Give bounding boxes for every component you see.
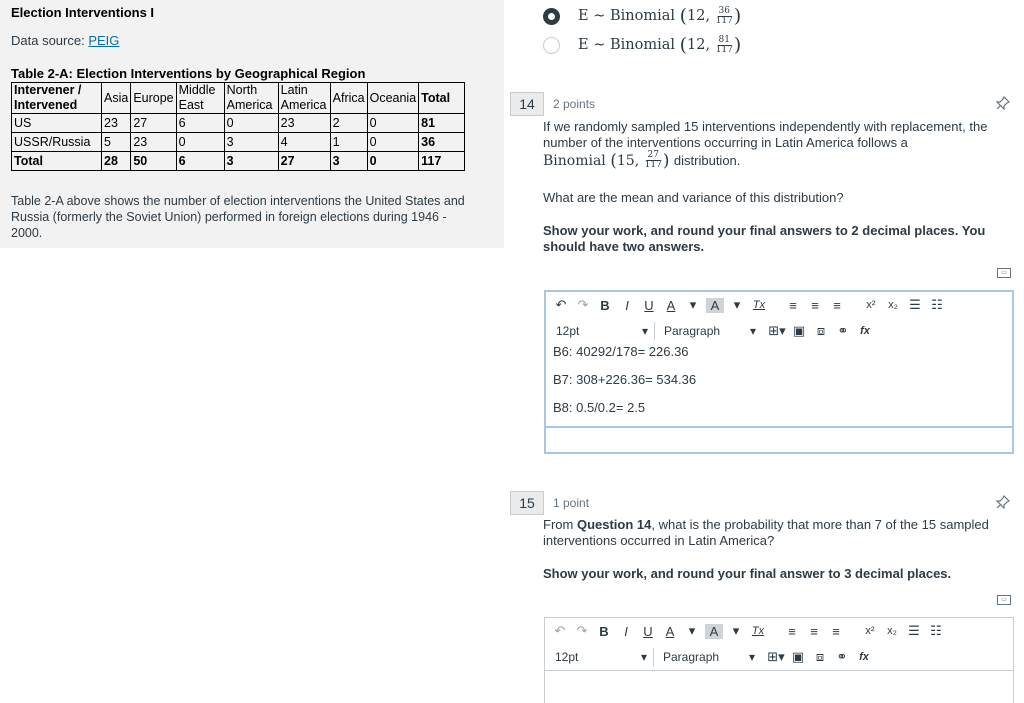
option-prefix: E ∼ Binomial bbox=[578, 37, 675, 53]
font-size-select[interactable] bbox=[555, 650, 647, 664]
option-math: E ∼ Binomial ( 12 , $\frac{81}{117}$ ) bbox=[578, 34, 742, 56]
cell: 23 bbox=[131, 133, 176, 152]
equation-button[interactable]: fx bbox=[859, 651, 869, 663]
radio-unselected[interactable] bbox=[543, 37, 560, 54]
answer-line: B6: 40292/178= 226.36 bbox=[553, 344, 689, 359]
align-right-icon[interactable]: ≡ bbox=[833, 297, 841, 313]
pin-icon[interactable] bbox=[996, 495, 1010, 512]
clear-format-button[interactable]: Tx bbox=[752, 299, 766, 311]
align-center-icon[interactable]: ≡ bbox=[810, 623, 818, 639]
table-row-total bbox=[12, 152, 465, 171]
radio-selected[interactable] bbox=[543, 8, 560, 25]
question-14-instructions: Show your work, and round your final answers to 2 decimal places. You should have two answers. bbox=[543, 223, 986, 254]
underline-button[interactable]: U bbox=[643, 623, 653, 639]
block-format-value: Paragraph bbox=[663, 650, 720, 664]
cell: 27 bbox=[278, 152, 330, 171]
option-n: 12 bbox=[687, 8, 706, 24]
dist-prefix: Binomial bbox=[543, 152, 606, 169]
dist-fraction bbox=[645, 151, 662, 170]
italic-button[interactable]: I bbox=[625, 297, 629, 313]
image-icon[interactable]: ▣ bbox=[792, 323, 806, 338]
cell: 5 bbox=[102, 133, 131, 152]
highlight-button[interactable]: A bbox=[706, 298, 724, 313]
html-editor-icon[interactable]: ▭ bbox=[997, 595, 1011, 605]
question-14-text bbox=[543, 119, 1013, 170]
option-n: 12 bbox=[687, 37, 706, 53]
superscript-button[interactable]: x² bbox=[866, 299, 876, 311]
header-africa: Africa bbox=[330, 83, 367, 114]
cell: 3 bbox=[330, 152, 367, 171]
cell: 23 bbox=[278, 114, 330, 133]
link-icon[interactable]: ⚭ bbox=[836, 649, 848, 664]
q15-text-c: , what is the probability that more than 7 of the 15 sampled interventions occurred in Latin America? bbox=[543, 517, 989, 548]
editor-content[interactable] bbox=[546, 344, 1012, 428]
undo-icon[interactable]: ↶ bbox=[555, 297, 567, 312]
font-color-button[interactable]: A bbox=[666, 297, 676, 313]
align-right-icon[interactable]: ≡ bbox=[832, 623, 840, 639]
row-label: US bbox=[12, 114, 102, 133]
cell: 27 bbox=[131, 114, 176, 133]
subscript-button[interactable]: x₂ bbox=[887, 625, 897, 637]
pin-icon[interactable] bbox=[996, 96, 1010, 113]
table-icon[interactable]: ⊞▾ bbox=[768, 323, 786, 338]
question-15-text bbox=[543, 517, 1013, 549]
numbered-list-icon[interactable]: ☷ bbox=[930, 623, 942, 638]
chevron-down-icon: ▾ bbox=[749, 324, 756, 338]
fraction-denominator: 117 bbox=[644, 160, 662, 170]
cell: 1 bbox=[330, 133, 367, 152]
question-number-15: 15 bbox=[510, 491, 544, 515]
align-center-icon[interactable]: ≡ bbox=[811, 297, 819, 313]
editor-toolbar-row-2 bbox=[546, 318, 1012, 344]
cell: 4 bbox=[278, 133, 330, 152]
option-math: E ∼ Binomial ( 12 , $\frac{36}{117}$ ) bbox=[578, 5, 742, 27]
cell-total: 36 bbox=[419, 133, 465, 152]
subscript-button[interactable]: x₂ bbox=[888, 299, 898, 311]
q15-text-bold: Question 14 bbox=[576, 517, 652, 532]
equation-button[interactable]: fx bbox=[860, 325, 870, 337]
bold-button[interactable]: B bbox=[599, 623, 609, 639]
header-middle-east: Middle East bbox=[176, 83, 224, 114]
editor-toolbar-row-2 bbox=[545, 644, 1013, 670]
cell: 50 bbox=[131, 152, 176, 171]
bullet-list-icon[interactable]: ☰ bbox=[909, 297, 921, 312]
answer-editor-15[interactable] bbox=[544, 617, 1014, 703]
html-editor-icon[interactable]: ▭ bbox=[997, 268, 1011, 278]
chevron-down-icon: ▾ bbox=[641, 324, 648, 338]
data-source bbox=[11, 33, 493, 48]
block-format-select[interactable] bbox=[663, 650, 755, 664]
row-label: Total bbox=[12, 152, 102, 171]
header-north-america: North America bbox=[224, 83, 278, 114]
answer-line: B8: 0.5/0.2= 2.5 bbox=[553, 400, 646, 415]
cell-total: 81 bbox=[419, 114, 465, 133]
chevron-down-icon: ▾ bbox=[640, 650, 647, 664]
cell: 0 bbox=[176, 133, 224, 152]
fraction-denominator: 117 bbox=[715, 44, 733, 55]
header-oceania: Oceania bbox=[367, 83, 419, 114]
font-size-value: 12pt bbox=[555, 650, 579, 664]
redo-icon[interactable]: ↷ bbox=[577, 297, 589, 312]
superscript-button[interactable]: x² bbox=[865, 625, 875, 637]
chevron-down-icon: ▾ bbox=[748, 650, 755, 664]
align-left-icon[interactable]: ≡ bbox=[789, 297, 797, 313]
chevron-down-icon[interactable]: ▾ bbox=[688, 623, 696, 638]
q15-text-a: From bbox=[543, 517, 577, 532]
align-left-icon[interactable]: ≡ bbox=[788, 623, 796, 639]
highlight-button[interactable]: A bbox=[705, 624, 723, 639]
font-size-select[interactable] bbox=[556, 324, 648, 338]
header-europe: Europe bbox=[131, 83, 176, 114]
cell: 0 bbox=[224, 114, 278, 133]
link-icon[interactable]: ⚭ bbox=[837, 323, 849, 338]
passage-panel bbox=[0, 0, 504, 248]
undo-icon[interactable]: ↶ bbox=[554, 623, 566, 638]
chevron-down-icon[interactable]: ▾ bbox=[733, 297, 741, 312]
table-row bbox=[12, 114, 465, 133]
cell: 3 bbox=[224, 133, 278, 152]
cell: 0 bbox=[367, 152, 419, 171]
cell: 28 bbox=[102, 152, 131, 171]
question-14-prompt: What are the mean and variance of this distribution? bbox=[543, 190, 844, 205]
answer-editor-14[interactable] bbox=[544, 290, 1014, 454]
passage-title: Election Interventions I bbox=[11, 5, 155, 20]
fraction-denominator: 117 bbox=[715, 15, 733, 26]
cell: 6 bbox=[176, 152, 224, 171]
fraction-numerator: 36 bbox=[718, 5, 730, 16]
passage-description: Table 2-A above shows the number of election interventions the United States and Russia (formerly the Soviet Union) performed in foreign elections during 1946 - 2000. bbox=[11, 194, 465, 240]
editor-content[interactable] bbox=[545, 670, 1013, 703]
answer-option-1[interactable] bbox=[543, 5, 741, 27]
data-source-label: Data source: bbox=[11, 33, 89, 48]
cell: 0 bbox=[367, 133, 419, 152]
clear-format-button[interactable]: Tx bbox=[751, 625, 765, 637]
cell: 6 bbox=[176, 114, 224, 133]
block-format-value: Paragraph bbox=[664, 324, 721, 338]
question-points: 1 point bbox=[553, 496, 590, 510]
data-source-link[interactable]: PEIG bbox=[88, 33, 120, 48]
cell: 2 bbox=[330, 114, 367, 133]
option-prefix: E ∼ Binomial bbox=[578, 8, 675, 24]
chevron-down-icon[interactable]: ▾ bbox=[732, 623, 740, 638]
block-format-select[interactable] bbox=[664, 324, 756, 338]
question-14-stem: If we randomly sampled 15 interventions independently with replacement, the number of the interventions occurring in Latin America follows a bbox=[543, 119, 988, 150]
font-color-button[interactable]: A bbox=[665, 623, 675, 639]
bold-button[interactable]: B bbox=[600, 297, 610, 313]
header-asia: Asia bbox=[102, 83, 131, 114]
region-table bbox=[11, 82, 465, 171]
redo-icon[interactable]: ↷ bbox=[576, 623, 588, 638]
cell: 3 bbox=[224, 152, 278, 171]
option-fraction bbox=[716, 7, 733, 26]
row-label: USSR/Russia bbox=[12, 133, 102, 152]
question-points: 2 points bbox=[553, 97, 596, 111]
option-fraction bbox=[716, 36, 733, 55]
media-icon[interactable]: ⧈ bbox=[816, 323, 826, 338]
font-size-value: 12pt bbox=[556, 324, 580, 338]
chevron-down-icon[interactable]: ▾ bbox=[689, 297, 697, 312]
numbered-list-icon[interactable]: ☷ bbox=[931, 297, 943, 312]
editor-toolbar-row-1 bbox=[545, 618, 1013, 644]
cell: 23 bbox=[102, 114, 131, 133]
header-total: Total bbox=[419, 83, 465, 114]
table-row bbox=[12, 133, 465, 152]
header-intervener: Intervener / Intervened bbox=[12, 83, 102, 114]
table-header-row bbox=[12, 83, 465, 114]
question-15-instructions: Show your work, and round your final answer to 3 decimal places. bbox=[543, 566, 952, 581]
underline-button[interactable]: U bbox=[644, 297, 654, 313]
answer-option-2[interactable] bbox=[543, 34, 741, 56]
dist-suffix: distribution. bbox=[673, 152, 741, 168]
cell-total: 117 bbox=[419, 152, 465, 171]
question-number-14: 14 bbox=[510, 92, 544, 116]
answer-line: B7: 308+226.36= 534.36 bbox=[553, 372, 697, 387]
fraction-numerator: 81 bbox=[718, 34, 730, 45]
cell: 0 bbox=[367, 114, 419, 133]
distribution-math: Binomial ( 15 , $\frac{27}{117}$ ) distribution. bbox=[543, 150, 741, 171]
header-latin-america: Latin America bbox=[278, 83, 330, 114]
dist-n: 15 bbox=[616, 152, 635, 169]
table-icon[interactable]: ⊞▾ bbox=[767, 649, 785, 664]
image-icon[interactable]: ▣ bbox=[791, 649, 805, 664]
bullet-list-icon[interactable]: ☰ bbox=[908, 623, 920, 638]
italic-button[interactable]: I bbox=[624, 623, 628, 639]
fraction-numerator: 27 bbox=[647, 150, 659, 160]
media-icon[interactable]: ⧈ bbox=[815, 649, 825, 664]
editor-toolbar-row-1 bbox=[546, 292, 1012, 318]
table-caption: Table 2-A: Election Interventions by Geographical Region bbox=[11, 66, 366, 81]
